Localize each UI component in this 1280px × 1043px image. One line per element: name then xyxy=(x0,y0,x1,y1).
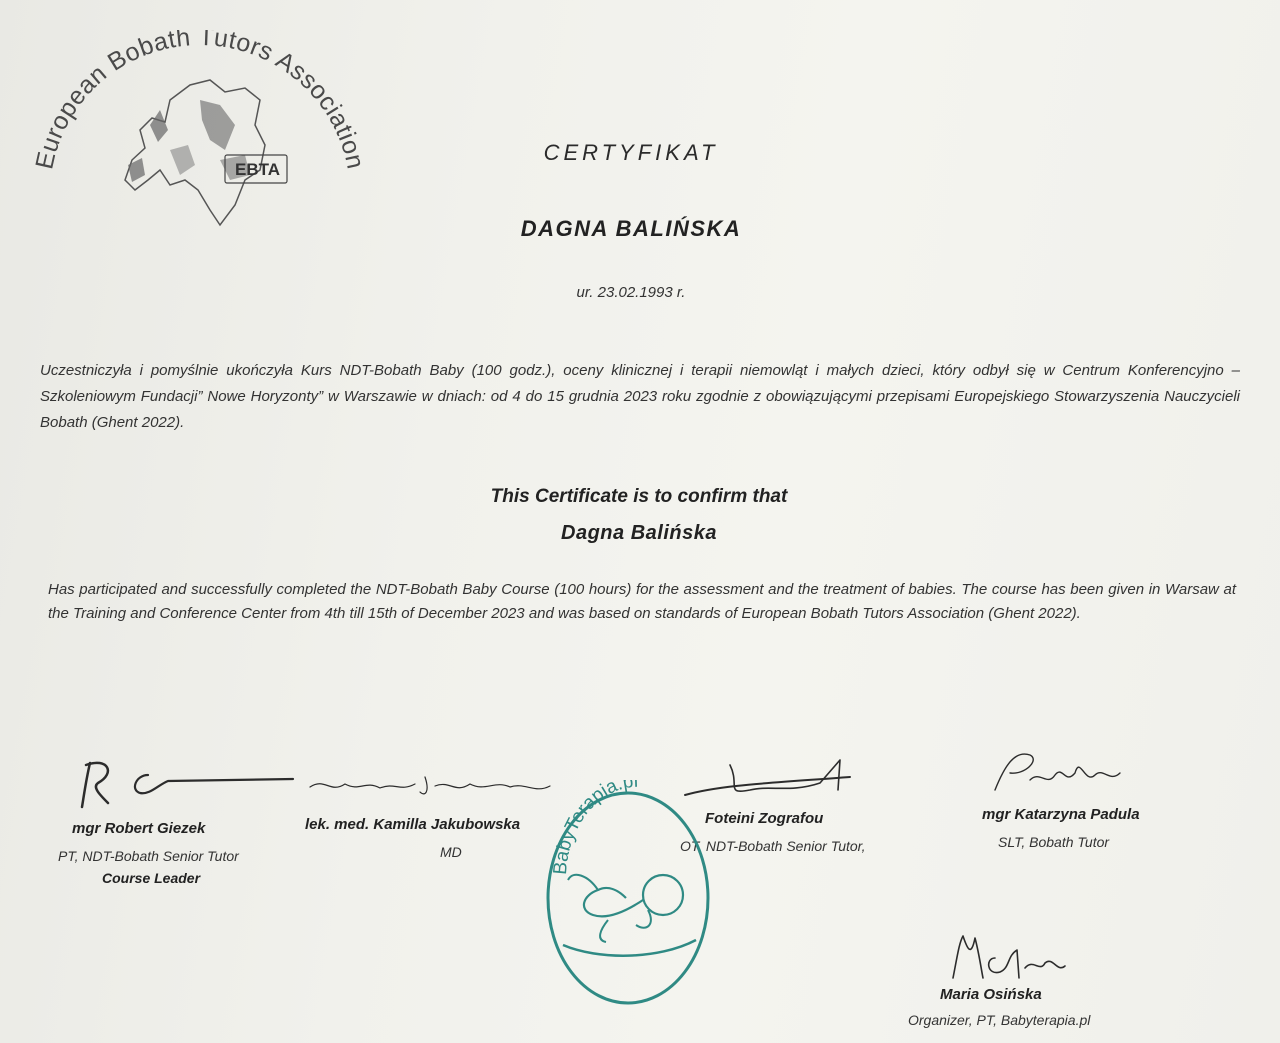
signature-katarzyna-padula xyxy=(985,745,1135,800)
signatory-name: mgr Katarzyna Padula xyxy=(982,806,1140,823)
signature-kamilla-jakubowska xyxy=(305,772,555,802)
signatory-name: lek. med. Kamilla Jakubowska xyxy=(305,816,521,833)
english-paragraph: Has participated and successfully completed the NDT-Bobath Baby Course (100 hours) for the assessment and the treatment of babies. The course has been given in Warsaw at the Training and Conference Center from 4th till 15th of December 2023 and was based on standards of European Bobath Tutors Association (Ghent 2022). xyxy=(48,581,1236,622)
signatory-role: SLT, Bobath Tutor xyxy=(998,834,1110,850)
birth-date: ur. 23.02.1993 r. xyxy=(576,284,686,301)
babyterapia-stamp xyxy=(538,780,718,1010)
signature-robert-giezek xyxy=(78,755,298,815)
signatory-name: Maria Osińska xyxy=(940,986,1042,1003)
signatory-name: Foteini Zografou xyxy=(705,810,824,827)
logo-ring-text: European Bobath Tutors Association xyxy=(30,30,370,172)
recipient-name-pl: DAGNA BALIŃSKA xyxy=(520,216,742,241)
confirm-heading: This Certificate is to confirm that xyxy=(490,486,788,507)
signatory-role: PT, NDT-Bobath Senior Tutor xyxy=(58,848,239,864)
certificate-title: CERTYFIKAT xyxy=(543,140,719,165)
stamp-text: BabyTerapia.pl xyxy=(549,780,639,876)
signatory-role: Organizer, PT, Babyterapia.pl xyxy=(908,1012,1091,1028)
signatory-name: mgr Robert Giezek xyxy=(72,820,206,837)
signatory-extra: Course Leader xyxy=(102,870,201,886)
europe-map-logo-icon xyxy=(20,30,380,230)
ebta-logo xyxy=(20,30,380,230)
signatory-role: OT, NDT-Bobath Senior Tutor, xyxy=(680,838,866,854)
polish-paragraph: Uczestniczyła i pomyślnie ukończyła Kurs NDT-Bobath Baby (100 godz.), oceny klinicznej i terapii niemowląt i małych dzieci, który odbył się w Centrum Konferencyjno – Szkoleniowym Fundacji” Nowe Horyzonty” w Warszawie w dniach: od 4 do 15 grudnia 2023 roku zgodnie z obowiązującymi przepisami Europejskiego Stowarzyszenia Nauczycieli Bobath (Ghent 2022). xyxy=(40,362,1240,431)
logo-acronym: EBTA xyxy=(235,160,281,179)
signature-maria-osinska xyxy=(945,928,1085,988)
signatory-role: MD xyxy=(440,844,462,860)
baby-stamp-icon xyxy=(538,780,718,1010)
recipient-name-en: Dagna Balińska xyxy=(561,522,717,544)
